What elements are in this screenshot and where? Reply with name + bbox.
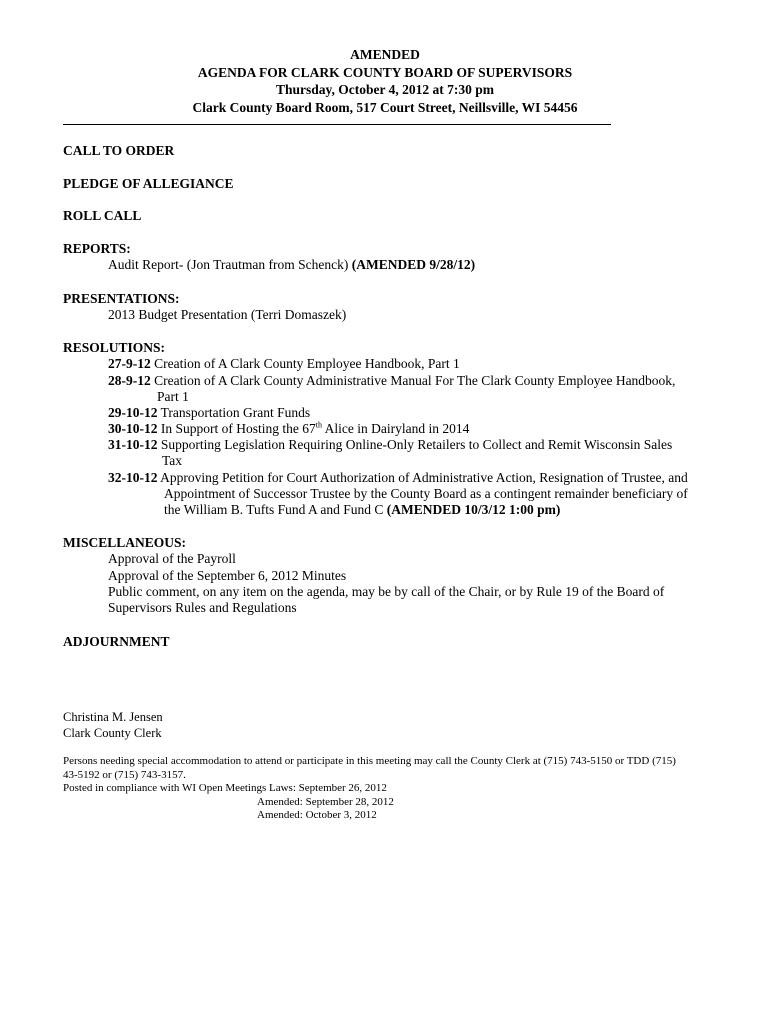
resolution-number: 30-10-12 [108, 421, 158, 436]
resolution-title: Approving Petition for Court Authorization of Administrative Action, Resignation of Trustee, and [157, 470, 688, 485]
resolution-item [108, 437, 672, 453]
resolution-number: 31-10-12 [108, 437, 158, 452]
misc-item: Approval of the Payroll [108, 551, 236, 566]
resolution-item [108, 470, 688, 486]
resolution-item [108, 356, 460, 372]
header-divider [63, 124, 611, 125]
agenda-header [0, 46, 770, 116]
posting-notice: Posted in compliance with WI Open Meetings Laws: September 26, 2012 [63, 782, 387, 794]
report-item [108, 257, 475, 273]
amended-date-2: Amended: October 3, 2012 [257, 809, 377, 821]
resolution-item [108, 405, 310, 421]
resolution-title: Transportation Grant Funds [157, 405, 311, 420]
resolution-amended-note: (AMENDED 10/3/12 1:00 pm) [386, 502, 561, 517]
resolution-title-end: Alice in Dairyland in 2014 [321, 421, 470, 436]
resolution-title-end: the William B. Tufts Fund A and Fund C [164, 502, 387, 517]
agenda-title: AGENDA FOR CLARK COUNTY BOARD OF SUPERVISORS [197, 64, 573, 80]
amended-heading: AMENDED [350, 47, 420, 62]
resolution-title-continued: Tax [162, 453, 183, 468]
report-amended-note: (AMENDED 9/28/12) [351, 257, 476, 272]
amended-date-1: Amended: September 28, 2012 [257, 796, 394, 808]
report-text: Audit Report- (Jon Trautman from Schenck) [108, 257, 352, 272]
resolution-title-continued: Part 1 [157, 389, 189, 404]
resolution-number: 29-10-12 [108, 405, 158, 420]
resolution-item [108, 373, 675, 389]
ordinal-suffix: th [315, 420, 322, 430]
section-reports: REPORTS: [63, 241, 131, 256]
section-miscellaneous: MISCELLANEOUS: [63, 535, 187, 550]
resolution-title: Creation of A Clark County Employee Handbook, Part 1 [150, 356, 460, 371]
misc-item-continued: Supervisors Rules and Regulations [108, 600, 297, 615]
misc-item: Public comment, on any item on the agenda, may be by call of the Chair, or by Rule 19 of the Board of [108, 584, 665, 599]
accommodation-note: Persons needing special accommodation to attend or participate in this meeting may call the County Clerk at (715) 743-5150 or TDD (715) [63, 755, 676, 767]
section-resolutions: RESOLUTIONS: [63, 340, 166, 355]
accommodation-note-continued: 43-5192 or (715) 743-3157. [63, 769, 186, 781]
resolution-title: In Support of Hosting the 67 [157, 421, 316, 436]
section-roll-call: ROLL CALL [63, 208, 142, 223]
resolution-number: 28-9-12 [108, 373, 151, 388]
presentation-item: 2013 Budget Presentation (Terri Domaszek) [108, 307, 347, 322]
resolution-number: 32-10-12 [108, 470, 158, 485]
section-call-to-order: CALL TO ORDER [63, 143, 175, 158]
resolution-title: Creation of A Clark County Administrative Manual For The Clark County Employee Handbook, [150, 373, 676, 388]
resolution-item [108, 421, 469, 437]
section-pledge: PLEDGE OF ALLEGIANCE [63, 176, 234, 191]
resolution-title-continued [164, 502, 560, 518]
clerk-title: Clark County Clerk [63, 726, 162, 740]
resolution-number: 27-9-12 [108, 356, 151, 371]
resolution-title-continued: Appointment of Successor Trustee by the County Board as a contingent remainder beneficiary of [164, 486, 688, 501]
section-presentations: PRESENTATIONS: [63, 291, 180, 306]
misc-item: Approval of the September 6, 2012 Minutes [108, 568, 347, 583]
meeting-date: Thursday, October 4, 2012 at 7:30 pm [275, 82, 494, 97]
resolution-title: Supporting Legislation Requiring Online-Only Retailers to Collect and Remit Wisconsin Sales [157, 437, 673, 452]
meeting-location: Clark County Board Room, 517 Court Street, Neillsville, WI 54456 [192, 99, 578, 115]
clerk-name: Christina M. Jensen [63, 710, 163, 724]
section-adjournment: ADJOURNMENT [63, 634, 170, 649]
